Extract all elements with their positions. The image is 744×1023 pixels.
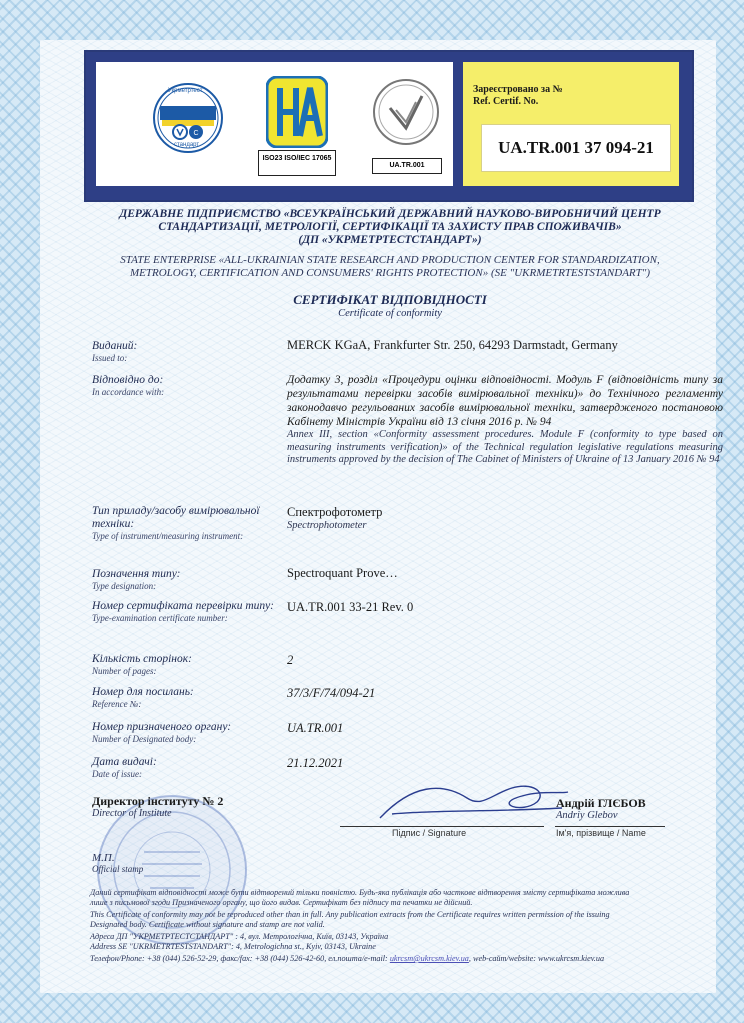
- logo1-bottom-text: стандарт: [174, 142, 200, 148]
- label-en: Date of issue:: [92, 769, 142, 779]
- accordance-value: [287, 373, 727, 467]
- name-label: Ім'я, прізвище / Name: [556, 828, 646, 838]
- label-ua: Позначення типу:: [92, 568, 181, 580]
- pages-value: 2: [287, 653, 294, 667]
- stamp-label-en: Official stamp: [92, 864, 144, 874]
- label-en: Type of instrument/measuring instrument:: [92, 531, 244, 541]
- conformity-mark-icon: [372, 78, 440, 146]
- org-ua-line: (ДП «УКРМЕТРТЕСТСТАНДАРТ»): [298, 234, 482, 246]
- label-ua: Номер для посилань:: [92, 686, 194, 698]
- org-ua-line: СТАНДАРТИЗАЦІЇ, МЕТРОЛОГІЇ, СЕРТИФІКАЦІЇ ТА ЗАХИСТУ ПРАВ СПОЖИВАЧІВ»: [158, 221, 622, 233]
- designated-body-label: [92, 721, 282, 745]
- issue-date-label: [92, 756, 282, 780]
- issue-date-value: 21.12.2021: [287, 756, 344, 770]
- signer-name-en: Andriy Glebov: [556, 810, 618, 821]
- name-line: [555, 826, 665, 827]
- certificate-subtitle: Certificate of conformity: [338, 308, 442, 319]
- instrument-type-en: Spectrophotometer: [287, 520, 367, 531]
- label-ua: Виданий:: [92, 340, 138, 352]
- logo1-arc-text: Укрметртест: [168, 88, 203, 94]
- na-accreditation-logo-icon: [266, 76, 328, 148]
- svg-text:С: С: [193, 130, 199, 137]
- signature-label: Підпис / Signature: [392, 828, 467, 838]
- pages-label: [92, 653, 282, 677]
- label-en: In accordance with:: [92, 387, 165, 397]
- label-ua: Кількість сторінок:: [92, 653, 192, 665]
- type-designation-value: Spectroquant Prove…: [287, 566, 398, 580]
- handwritten-signature-icon: [372, 774, 572, 824]
- org-en-line: STATE ENTERPRISE «ALL-UKRAINIAN STATE RESEARCH AND PRODUCTION CENTER FOR STANDARDIZATION,: [120, 254, 660, 266]
- signature-line: [340, 826, 544, 827]
- accordance-value-en: Annex III, section «Conformity assessment procedures. Module F (conformity to type based on measuring instruments verification)» of the Technical regulation legislative regulations measuring instruments approved by the decision of The Cabinet of Ministers of Ukraine of 13 January 2016 № 94: [287, 429, 723, 465]
- registration-panel: [463, 62, 679, 186]
- footer-phone: Телефон/Phone: +38 (044) 526-52-29, факс/fax: +38 (044) 526-42-60, ел.пошта/e-mail:: [90, 954, 388, 963]
- org-ua-line: ДЕРЖАВНЕ ПІДПРИЄМСТВО «ВСЕУКРАЇНСЬКИЙ ДЕРЖАВНИЙ НАУКОВО-ВИРОБНИЧИЙ ЦЕНТР: [119, 208, 661, 220]
- label-en: Number of pages:: [92, 666, 157, 676]
- footer-note-en-2: Designated body. Certificate without signature and stamp are not valid.: [90, 920, 325, 929]
- registration-number-box: [481, 124, 671, 172]
- label-en: Reference №:: [92, 699, 142, 709]
- organization-name-en: [90, 254, 690, 280]
- accordance-label: [92, 374, 282, 398]
- label-ua: Номер призначеного органу:: [92, 721, 232, 733]
- signer-name-ua: Андрій ГЛЄБОВ: [556, 796, 646, 810]
- footer-note-ua-2: лише з письмової згоди Призначеного органу, що його видав. Сертифікат без підпису та печатки не дійсний.: [90, 898, 473, 907]
- footer-note-en-1: This Certificate of conformity may not be reproduced other than in full. Any publication extracts from the Certificate requires written permission of the issuing: [90, 910, 610, 919]
- header-frame: [84, 50, 694, 202]
- issued-to-label: [92, 340, 282, 364]
- director-title-en: Director of Institute: [92, 808, 172, 819]
- director-title-ua: Директор інституту № 2: [92, 794, 224, 808]
- label-ua: Тип приладу/засобу вимірювальної техніки:: [92, 505, 260, 530]
- footer-address-en: Address SE "UKRMETRTESTSTANDART": 4, Metrologichna st., Kyiv, 03143, Ukraine: [90, 942, 376, 951]
- exam-cert-value: UA.TR.001 33-21 Rev. 0: [287, 600, 414, 614]
- label-en: Number of Designated body:: [92, 734, 197, 744]
- footer-contacts: [90, 954, 720, 965]
- instrument-type-ua: Спектрофотометр: [287, 505, 383, 519]
- registered-label-ua: Зареєстровано за №: [473, 84, 563, 95]
- registered-label-en: Ref. Certif. No.: [473, 96, 539, 107]
- footer-email-link[interactable]: ukrcsm@ukrcsm.kiev.ua: [389, 954, 469, 963]
- reference-value: 37/3/F/74/094-21: [287, 686, 376, 700]
- label-en: Issued to:: [92, 353, 128, 363]
- instrument-type-label: [92, 505, 282, 542]
- label-ua: Номер сертифіката перевірки типу:: [92, 600, 274, 612]
- logos-panel: [96, 62, 453, 186]
- designated-body-value: UA.TR.001: [287, 721, 344, 735]
- label-ua: Відповідно до:: [92, 374, 164, 386]
- label-en: Type designation:: [92, 581, 157, 591]
- label-en: Type-examination certificate number:: [92, 613, 228, 623]
- instrument-type-value: [287, 505, 727, 533]
- exam-cert-label: [92, 600, 282, 624]
- logo3-caption: UA.TR.001: [372, 158, 442, 174]
- certificate-title: СЕРТИФІКАТ ВІДПОВІДНОСТІ: [293, 292, 487, 307]
- issued-to-value: MERCK KGaA, Frankfurter Str. 250, 64293 Darmstadt, Germany: [287, 338, 618, 352]
- footer-website: , web-сайт/website: www.ukrcsm.kiev.ua: [468, 954, 605, 963]
- footer-note-ua-1: Даний сертифікат відповідності може бути відтворений тільки повністю. Будь-яка публікація або часткове відтворення змісту сертифіката можлива: [90, 888, 630, 897]
- type-designation-label: [92, 568, 282, 592]
- logo2-caption: ISO23 ISO/IEC 17065: [258, 150, 336, 176]
- registration-number: UA.TR.001 37 094-21: [498, 138, 654, 157]
- label-ua: Дата видачі:: [92, 756, 157, 768]
- reference-label: [92, 686, 282, 710]
- stamp-label-ua: М.П.: [92, 852, 115, 864]
- organization-name-ua: [90, 208, 690, 247]
- footer-address-ua: Адреса ДП "УКРМЕТРТЕСТСТАНДАРТ" : 4, вул. Метрологічна, Київ, 03143, Україна: [90, 932, 389, 941]
- accordance-value-ua: Додатку 3, розділ «Процедури оцінки відповідності. Модуль F (відповідність типу за результатами перевірки засобів вимірювальної техніки)» до Технічного регламенту законодавчо регульованих засобів вимірювальної техніки, затвердженого постановою Кабінету Міністрів України від 13 січня 2016 р. № 94: [287, 374, 723, 428]
- org-en-line: METROLOGY, CERTIFICATION AND CONSUMERS' RIGHTS PROTECTION» (SE "UKRMETRTESTSTANDART"): [129, 267, 651, 279]
